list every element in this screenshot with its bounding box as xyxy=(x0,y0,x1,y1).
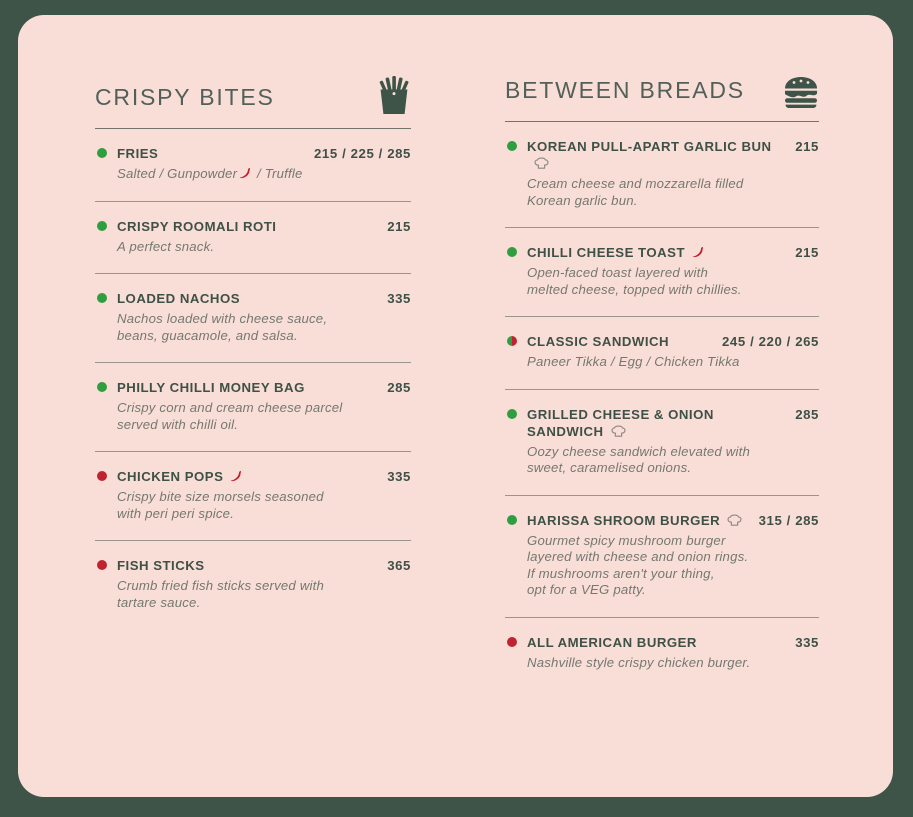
item-name: CRISPY ROOMALI ROTI xyxy=(117,218,277,234)
item-description-line: Oozy cheese sandwich elevated with xyxy=(527,443,751,459)
menu-item-row xyxy=(505,138,819,172)
item-description-line: sweet, caramelised onions. xyxy=(527,460,692,475)
chili-icon xyxy=(239,167,252,180)
item-description-line: with peri peri spice. xyxy=(117,505,235,521)
item-description-line: beans, guacamole, and salsa. xyxy=(117,327,298,343)
fries-icon xyxy=(377,75,411,115)
item-description xyxy=(117,311,411,344)
chili-icon xyxy=(692,246,705,259)
menu-item-row xyxy=(95,145,411,162)
item-name: LOADED NACHOS xyxy=(117,291,240,306)
non-veg-indicator-dot xyxy=(97,471,107,481)
item-name: CHICKEN POPS xyxy=(117,468,377,485)
item-description-line: Nashville style crispy chicken burger. xyxy=(527,654,751,670)
item-description-line: Cream cheese and mozzarella filled xyxy=(527,176,744,191)
item-description xyxy=(527,265,819,298)
menu-item-row xyxy=(505,512,819,529)
item-price: 335 xyxy=(387,291,411,306)
item-price: 215 xyxy=(795,245,819,260)
menu-column-left xyxy=(95,75,411,629)
menu-item-row xyxy=(95,379,411,396)
item-description xyxy=(527,444,819,477)
chili-icon xyxy=(230,470,243,483)
item-price: 285 xyxy=(387,380,411,395)
chili-icon xyxy=(692,246,705,259)
item-description-line: Korean garlic bun. xyxy=(527,192,638,208)
veg-non-veg-indicator-dot xyxy=(507,336,517,346)
fries-icon xyxy=(377,75,411,115)
menu-item xyxy=(505,617,819,690)
chili-icon xyxy=(239,167,252,180)
item-description-line: Crumb fried fish sticks served with xyxy=(117,578,325,593)
item-name: HARISSA SHROOM BURGER xyxy=(527,512,749,529)
chef-hat-icon xyxy=(534,157,549,170)
menu-column-right xyxy=(505,75,819,689)
section-header xyxy=(505,75,819,122)
item-description-line: Open-faced toast layered with xyxy=(527,265,708,280)
item-price: 215 / 225 / 285 xyxy=(314,146,411,161)
item-description-line: melted cheese, topped with chillies. xyxy=(527,281,742,297)
item-description-line: Crispy corn and cream cheese parcel xyxy=(117,400,343,415)
chef-hat-icon xyxy=(534,157,549,170)
item-description-line: opt for a VEG patty. xyxy=(527,582,646,597)
item-name: CHILLI CHEESE TOAST xyxy=(527,244,785,261)
item-description-line: Paneer Tikka / Egg / Chicken Tikka xyxy=(527,354,740,369)
item-name: ALL AMERICAN BURGER xyxy=(527,634,697,650)
item-price: 285 xyxy=(795,406,819,422)
menu-item-row xyxy=(95,468,411,485)
menu-item-row xyxy=(505,406,819,440)
item-description-line: A perfect snack. xyxy=(117,238,215,254)
menu-item xyxy=(505,227,819,316)
menu-item xyxy=(95,129,411,201)
item-description xyxy=(117,166,411,183)
item-price: 215 xyxy=(387,218,411,234)
chili-icon xyxy=(230,470,243,483)
item-description-line: Crispy bite size morsels seasoned xyxy=(117,489,324,504)
burger-icon xyxy=(783,75,819,108)
menu-item-row xyxy=(95,557,411,574)
item-description xyxy=(527,533,819,599)
menu-item xyxy=(95,273,411,362)
veg-indicator-dot xyxy=(97,221,107,231)
menu-item-row xyxy=(95,290,411,307)
menu-item xyxy=(505,316,819,389)
veg-indicator-dot xyxy=(97,382,107,392)
item-name: FISH STICKS xyxy=(117,558,205,573)
menu-item xyxy=(505,389,819,495)
item-name: KOREAN PULL-APART GARLIC BUN xyxy=(527,138,785,172)
veg-indicator-dot xyxy=(507,515,517,525)
non-veg-indicator-dot xyxy=(97,560,107,570)
item-description-line: Nachos loaded with cheese sauce, xyxy=(117,311,328,326)
item-price: 365 xyxy=(387,558,411,573)
item-price: 315 / 285 xyxy=(758,512,819,528)
menu-item xyxy=(95,201,411,274)
section-title: BETWEEN BREADS xyxy=(505,77,745,103)
item-price: 335 xyxy=(387,469,411,484)
item-description-line: tartare sauce. xyxy=(117,594,201,610)
menu-item xyxy=(95,451,411,540)
item-description-line: served with chilli oil. xyxy=(117,416,239,432)
item-price: 335 xyxy=(795,634,819,650)
chef-hat-icon xyxy=(727,514,742,527)
menu-item xyxy=(505,495,819,617)
item-name: PHILLY CHILLI MONEY BAG xyxy=(117,380,305,395)
chef-hat-icon xyxy=(611,425,626,438)
chef-hat-icon xyxy=(611,425,626,438)
veg-indicator-dot xyxy=(507,247,517,257)
veg-indicator-dot xyxy=(97,148,107,158)
item-description xyxy=(527,655,819,672)
menu-item-row xyxy=(505,634,819,651)
item-description xyxy=(117,489,411,522)
menu-card xyxy=(18,15,893,797)
item-name: CLASSIC SANDWICH xyxy=(527,334,670,349)
item-description xyxy=(527,176,819,209)
non-veg-indicator-dot xyxy=(507,637,517,647)
menu-item-row xyxy=(95,218,411,235)
burger-icon xyxy=(783,75,819,108)
item-description-line: Gourmet spicy mushroom burger xyxy=(527,532,726,548)
item-name: GRILLED CHEESE & ONION SANDWICH xyxy=(527,406,714,439)
item-description-line: Salted / Gunpowder / Truffle xyxy=(117,166,303,181)
item-price: 245 / 220 / 265 xyxy=(722,334,819,349)
item-name: FRIES xyxy=(117,146,159,161)
menu-item-row xyxy=(505,333,819,350)
item-description xyxy=(117,400,411,433)
section-header xyxy=(95,75,411,129)
item-description xyxy=(117,239,411,256)
chef-hat-icon xyxy=(727,514,742,527)
item-description-line: layered with cheese and onion rings. xyxy=(527,549,749,564)
item-description xyxy=(527,354,819,371)
menu-item xyxy=(505,122,819,227)
menu-item xyxy=(95,540,411,629)
veg-indicator-dot xyxy=(97,293,107,303)
item-price: 215 xyxy=(795,139,819,154)
veg-indicator-dot xyxy=(507,409,517,419)
menu-item xyxy=(95,362,411,451)
item-description xyxy=(117,578,411,611)
item-description-line: If mushrooms aren't your thing, xyxy=(527,565,715,581)
section-title: CRISPY BITES xyxy=(95,84,275,110)
menu-item-row xyxy=(505,244,819,261)
veg-indicator-dot xyxy=(507,141,517,151)
